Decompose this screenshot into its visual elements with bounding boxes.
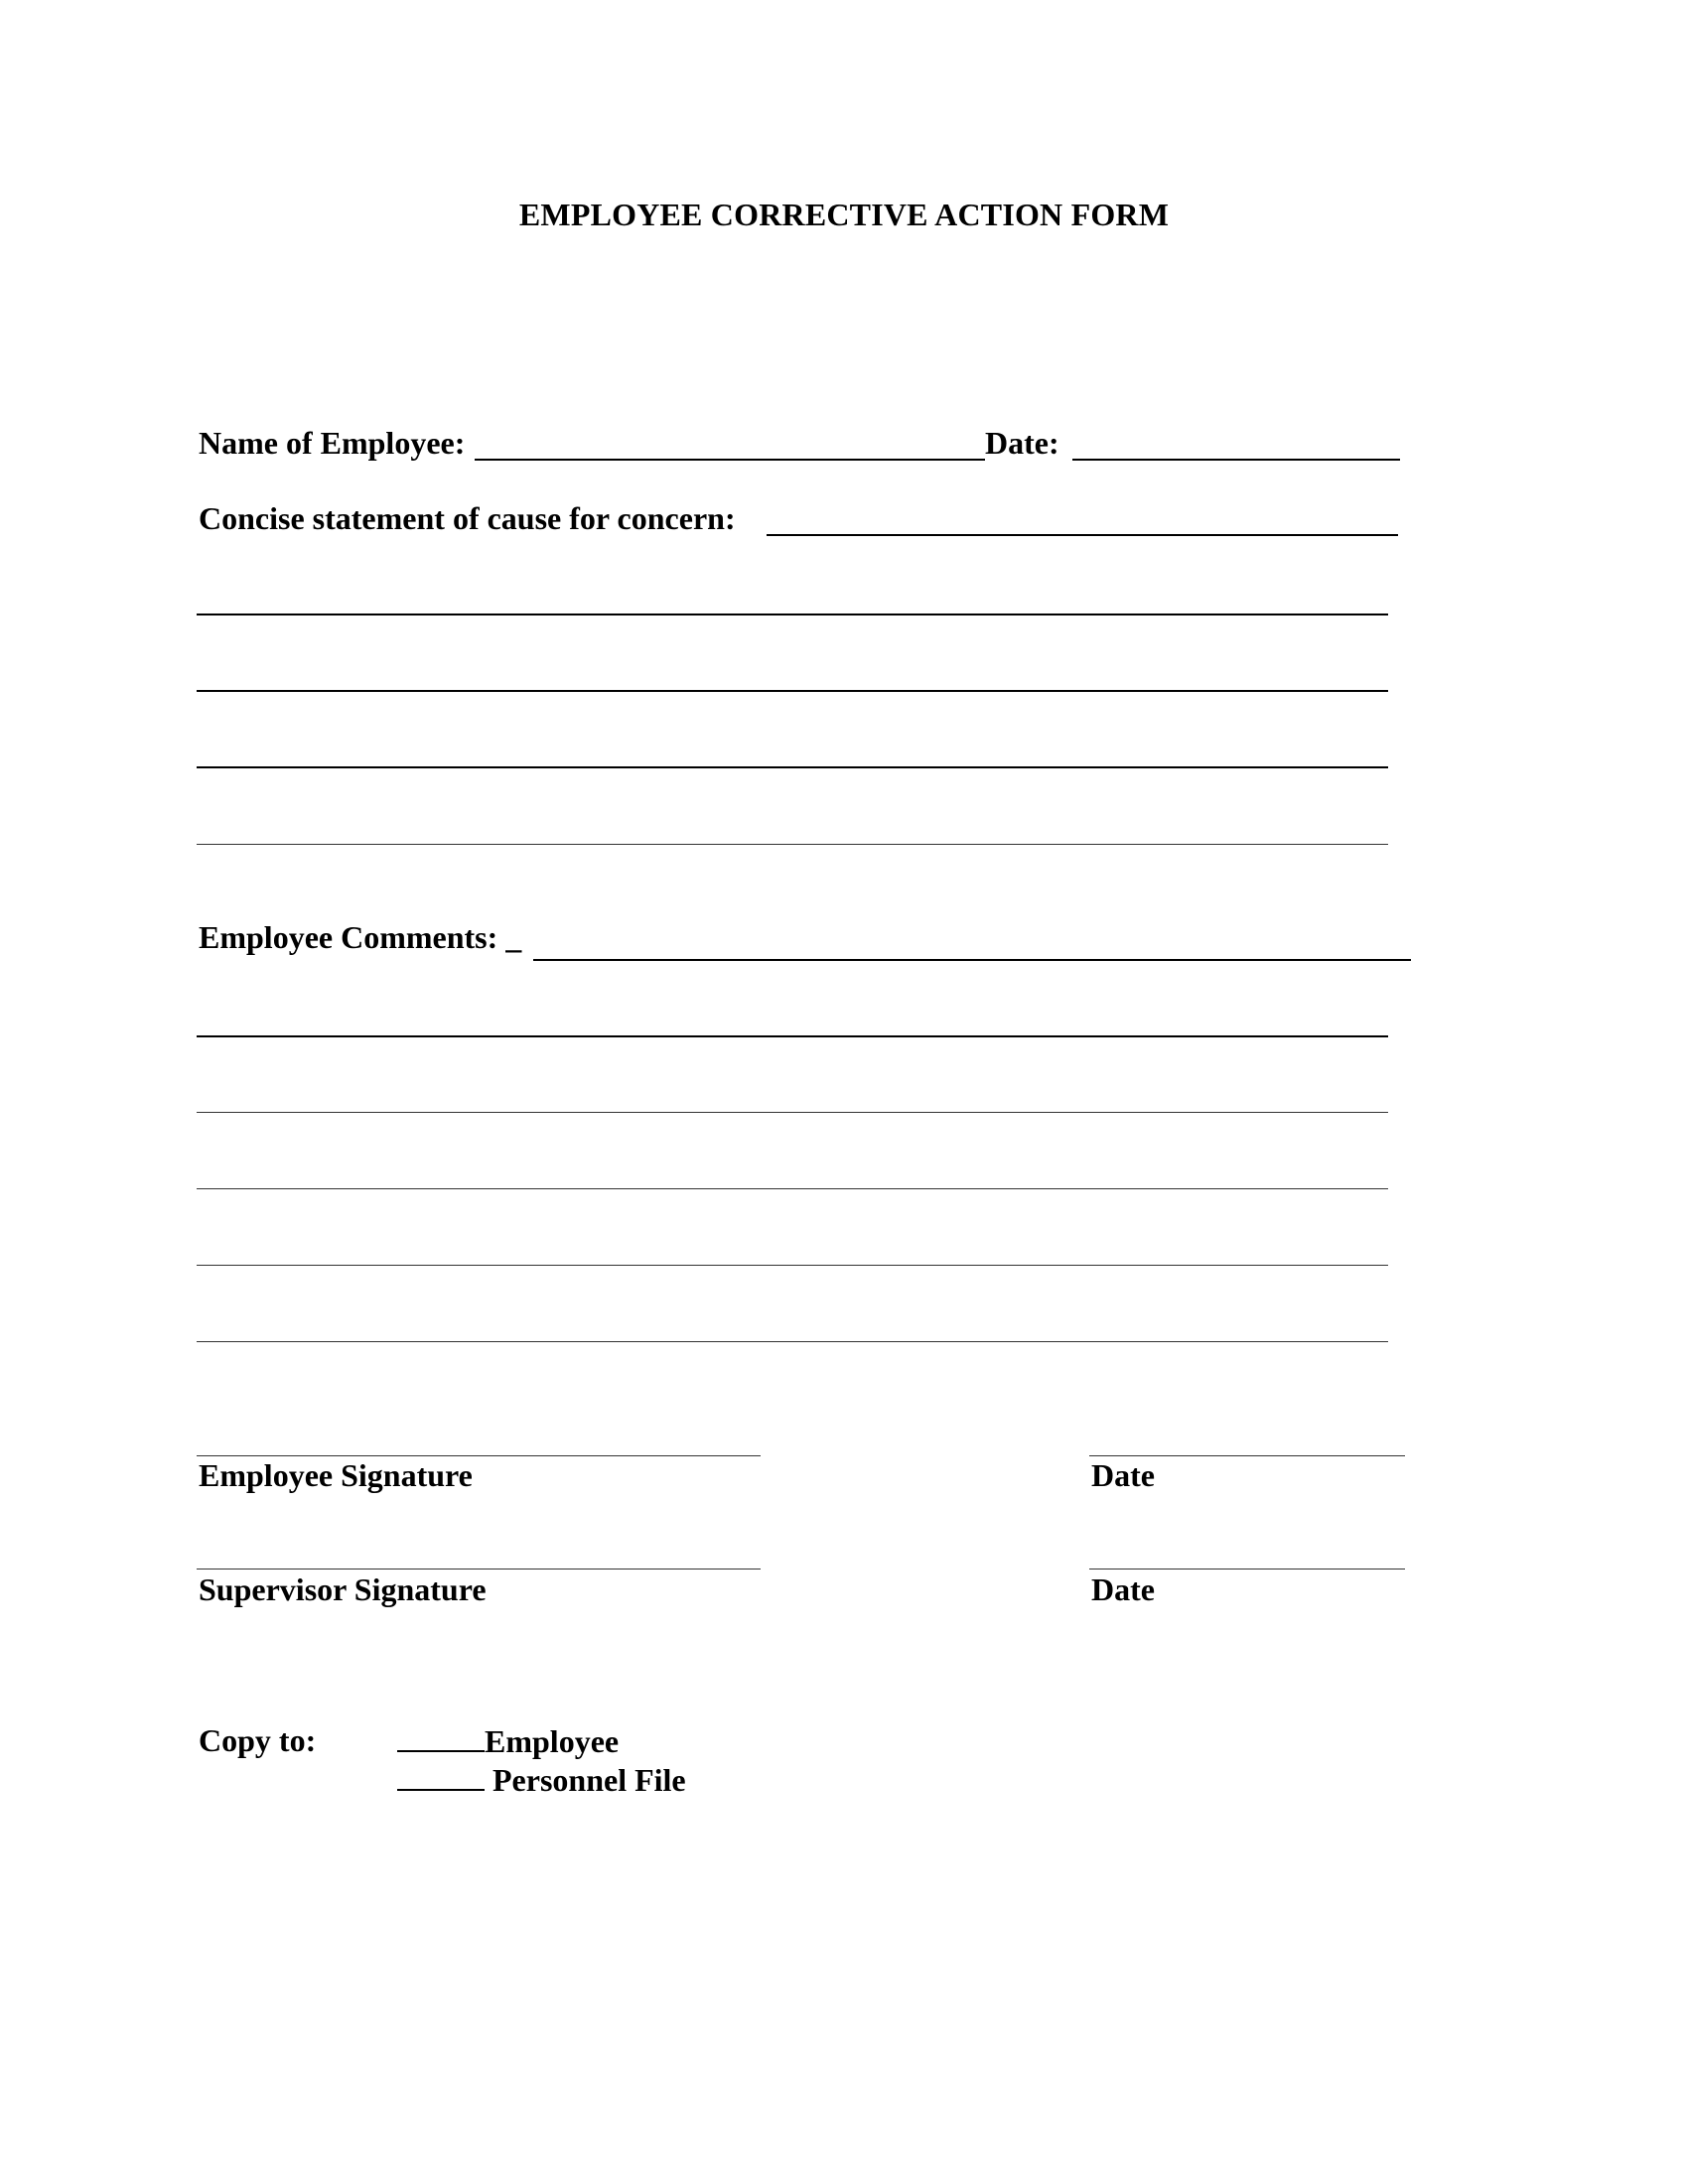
supervisor-date-line[interactable]	[1089, 1569, 1405, 1570]
comments-field-line-2[interactable]	[197, 1035, 1388, 1037]
concern-field-line-2[interactable]	[197, 614, 1388, 615]
copy-to-label: Copy to:	[199, 1722, 317, 1758]
comments-field-line-6[interactable]	[197, 1341, 1388, 1342]
comments-field-line-3[interactable]	[197, 1112, 1388, 1113]
employee-signature-line[interactable]	[197, 1455, 761, 1456]
employee-signature-label: Employee Signature	[199, 1457, 473, 1493]
employee-date-line[interactable]	[1089, 1455, 1405, 1456]
employee-name-label: Name of Employee:	[199, 425, 466, 461]
concern-field-line-3[interactable]	[197, 690, 1388, 692]
comments-label-text: Employee Comments:	[199, 919, 498, 955]
copy-employee-text: Employee	[485, 1723, 620, 1759]
copy-employee-blank[interactable]	[397, 1724, 485, 1752]
comments-prefix: _	[505, 919, 522, 955]
supervisor-date-label: Date	[1091, 1571, 1155, 1607]
comments-field-line-1[interactable]	[533, 959, 1411, 961]
concern-label: Concise statement of cause for concern:	[199, 500, 736, 536]
concern-field-line-1[interactable]	[767, 534, 1398, 536]
date-label: Date:	[985, 425, 1059, 461]
concern-field-line-5[interactable]	[197, 844, 1388, 845]
copy-option-personnel-file[interactable]	[397, 1763, 686, 1796]
employee-date-label: Date	[1091, 1457, 1155, 1493]
comments-field-line-4[interactable]	[197, 1188, 1388, 1189]
supervisor-signature-label: Supervisor Signature	[199, 1571, 487, 1607]
date-field[interactable]	[1072, 459, 1400, 461]
comments-label	[199, 921, 521, 953]
comments-field-line-5[interactable]	[197, 1265, 1388, 1266]
form-title: EMPLOYEE CORRECTIVE ACTION FORM	[518, 197, 1170, 232]
copy-option-employee[interactable]	[397, 1724, 619, 1757]
supervisor-signature-line[interactable]	[197, 1569, 761, 1570]
copy-personnel-text: Personnel File	[492, 1762, 686, 1798]
copy-personnel-blank[interactable]	[397, 1763, 485, 1791]
concern-field-line-4[interactable]	[197, 766, 1388, 768]
employee-name-field[interactable]	[475, 459, 985, 461]
